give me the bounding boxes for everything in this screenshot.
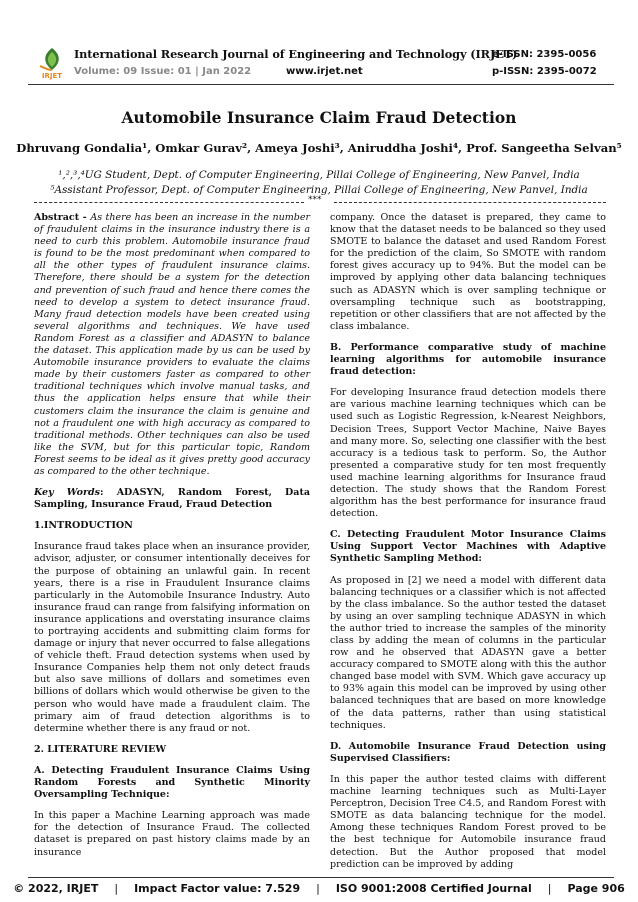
subsection-b-body: For developing Insurance fraud detection models there are various machine learning techniques which can be used such as Logistic Regression, k-Nearest Neighbors, Decision Trees, Support Vector Machine, Naive Bayes and many more. So, selecting one classifier with the best accuracy is a tedious task to perform. So, the Author presented a comparative study for ten most frequently used machine learning algorithms for Insurance fraud detection. The study shows that the Random Forest algorithm has the best performance for insurance fraud detection. <box>330 387 606 520</box>
footer-copyright: © 2022, IRJET <box>13 882 99 895</box>
intro-heading: 1.INTRODUCTION <box>34 520 133 532</box>
footer-page-number: Page 906 <box>567 882 625 895</box>
subsection-d-body: In this paper the author tested claims with different machine learning techniques such as Multi-Layer Perceptron, Decision Tree C4.5, and Random Forest with SMOTE as data balancing technique for the model. Among these techniques Random Forest proved to be the best technique for Automobile insurance fraud detection. But the Author proposed that model prediction can be improved by adding <box>330 773 606 870</box>
keywords-label: Key Words <box>34 487 101 499</box>
footer-iso: ISO 9001:2008 Certified Journal <box>335 882 532 895</box>
intro-body: Insurance fraud takes place when an insurance provider, advisor, adjuster, or consumer intentionally deceives for the purpose of obtaining an unlawful gain. In recent years, there is a rise in Fraudulent Insurance claims particularly in the Automobile Insurance Industry. Auto insurance fraud can range from falsifying information on insurance applications and overstating insurance claims to portraying accidents and submitting claim forms for damage or injury that never occurred to false allegations of vehicle theft. Fraud detection systems when used by Insurance Companies help them not only detect frauds but also save millions of dollars and sometimes even billions of dollars which would otherwise be given to the person who would have made a fraudulent claim. The primary aim of fraud detection algorithms is to determine whether there is any fraud or not. <box>34 541 310 734</box>
journal-title: International Research Journal of Engineering and Technology (IRJET) <box>74 47 518 61</box>
subsection-a-heading: A. Detecting Fraudulent Insurance Claims Using Random Forests and Synthetic Minority Oversampling Technique: <box>34 764 310 801</box>
keywords-text: : ADASYN, Random Forest, Data Sampling, Insurance Fraud, Fraud Detection <box>34 487 310 511</box>
literature-heading: 2. LITERATURE REVIEW <box>34 743 167 755</box>
keywords <box>34 487 310 511</box>
subsection-c-heading: C. Detecting Fraudulent Motor Insurance Claims Using Support Vector Machines with Adaptive Synthetic Sampling Method: <box>330 529 606 565</box>
divider-stars: *** <box>308 195 322 205</box>
page-footer: © 2022, IRJET | Impact Factor value: 7.529 | ISO 9001:2008 Certified Journal | Page 906 <box>13 882 625 895</box>
subsection-d-heading: D. Automobile Insurance Fraud Detection using Supervised Classifiers: <box>330 740 606 764</box>
footer-rule <box>28 877 614 878</box>
irjet-logo <box>34 44 70 80</box>
affiliation-1: ¹,²,³,⁴UG Student, Dept. of Computer Engineering, Pillai College of Engineering, New Panvel, India <box>58 169 580 181</box>
subsection-a-continued: company. Once the dataset is prepared, they came to know that the dataset needs to be balanced so they used SMOTE to balance the dataset and used Random Forest for the prediction of the claim, So SMOTE with random forest gives accuracy up to 94%. But the model can be improved by applying other data balancing techniques such as ADASYN which is over sampling technique or oversampling technique such as bootstrapping, repetition or other classifiers that are not affected by the class imbalance. <box>330 212 606 332</box>
page-header <box>0 0 638 84</box>
left-column <box>34 212 310 868</box>
journal-website: www.irjet.net <box>286 66 363 77</box>
subsection-c-body: As proposed in [2] we need a model with different data balancing techniques or a classifier which is not affected by the class imbalance. So the author tested the dataset by using an over sampling technique ADASYN in which the author tried to increase the samples of the minority class by adding the mean of columns in the particular row and he observed that ADASYN gave a better accuracy compared to SMOTE along with this the author changed base model with SVM. Which gave accuracy up to 93% again this model can be improved by using other balanced techniques that are based on more knowledge of the data patterns, rather than using statistical techniques. <box>330 574 606 731</box>
volume-issue: Volume: 09 Issue: 01 | Jan 2022 <box>74 66 252 77</box>
abstract <box>34 212 310 478</box>
subsection-a-body: In this paper a Machine Learning approach was made for the detection of Insurance Fraud. The collected dataset is prepared on past history claims made by an insurance <box>34 810 310 858</box>
header-rule <box>28 84 614 85</box>
logo-text: IRJET <box>41 72 63 80</box>
right-column <box>330 212 606 880</box>
paper-title: Automobile Insurance Claim Fraud Detection <box>121 108 517 127</box>
subsection-b-heading: B. Performance comparative study of machine learning algorithms for automobile insurance fraud detection: <box>330 341 606 378</box>
footer-impact-factor: Impact Factor value: 7.529 <box>134 882 301 895</box>
affiliation-2: ⁵Assistant Professor, Dept. of Computer Engineering, Pillai College of Engineering, New Panvel, India <box>50 184 588 196</box>
abstract-lead: Abstract - <box>34 212 91 223</box>
section-divider <box>34 195 606 206</box>
abstract-body: As there has been an increase in the number of fraudulent claims in the insurance industry there is a need to curb this problem. Automobile insurance fraud is found to be the most predominant when compared to all the other types of fraudulent insurance claims. Therefore, there should be a system for the detection and prevention of such fraud and hence there comes the need to develop a system to detect insurance fraud. Many fraud detection models have been created using several algorithms and techniques. We have used Random Forest as a classifier and ADASYN to balance the dataset. This application made by us can be used by Automobile insurance providers to evaluate the claims made by their customers faster as compared to other traditional techniques which involve manual tasks, and thus the application helps ensure that while their customers claim the insurance the claim is genuine and not a fraudulent one with high accuracy as compared to traditional methods. Other techniques can also be used like the SVM, but for this particular topic, Random Forest seems to be ideal as it gives pretty good accuracy as compared to the other technique. <box>34 212 310 477</box>
e-issn: e-ISSN: 2395-0056 <box>492 49 597 60</box>
p-issn: p-ISSN: 2395-0072 <box>492 66 597 77</box>
author-list: Dhruvang Gondalia¹, Omkar Gurav², Ameya Joshi³, Aniruddha Joshi⁴, Prof. Sangeetha Selvan⁵ <box>16 141 622 155</box>
